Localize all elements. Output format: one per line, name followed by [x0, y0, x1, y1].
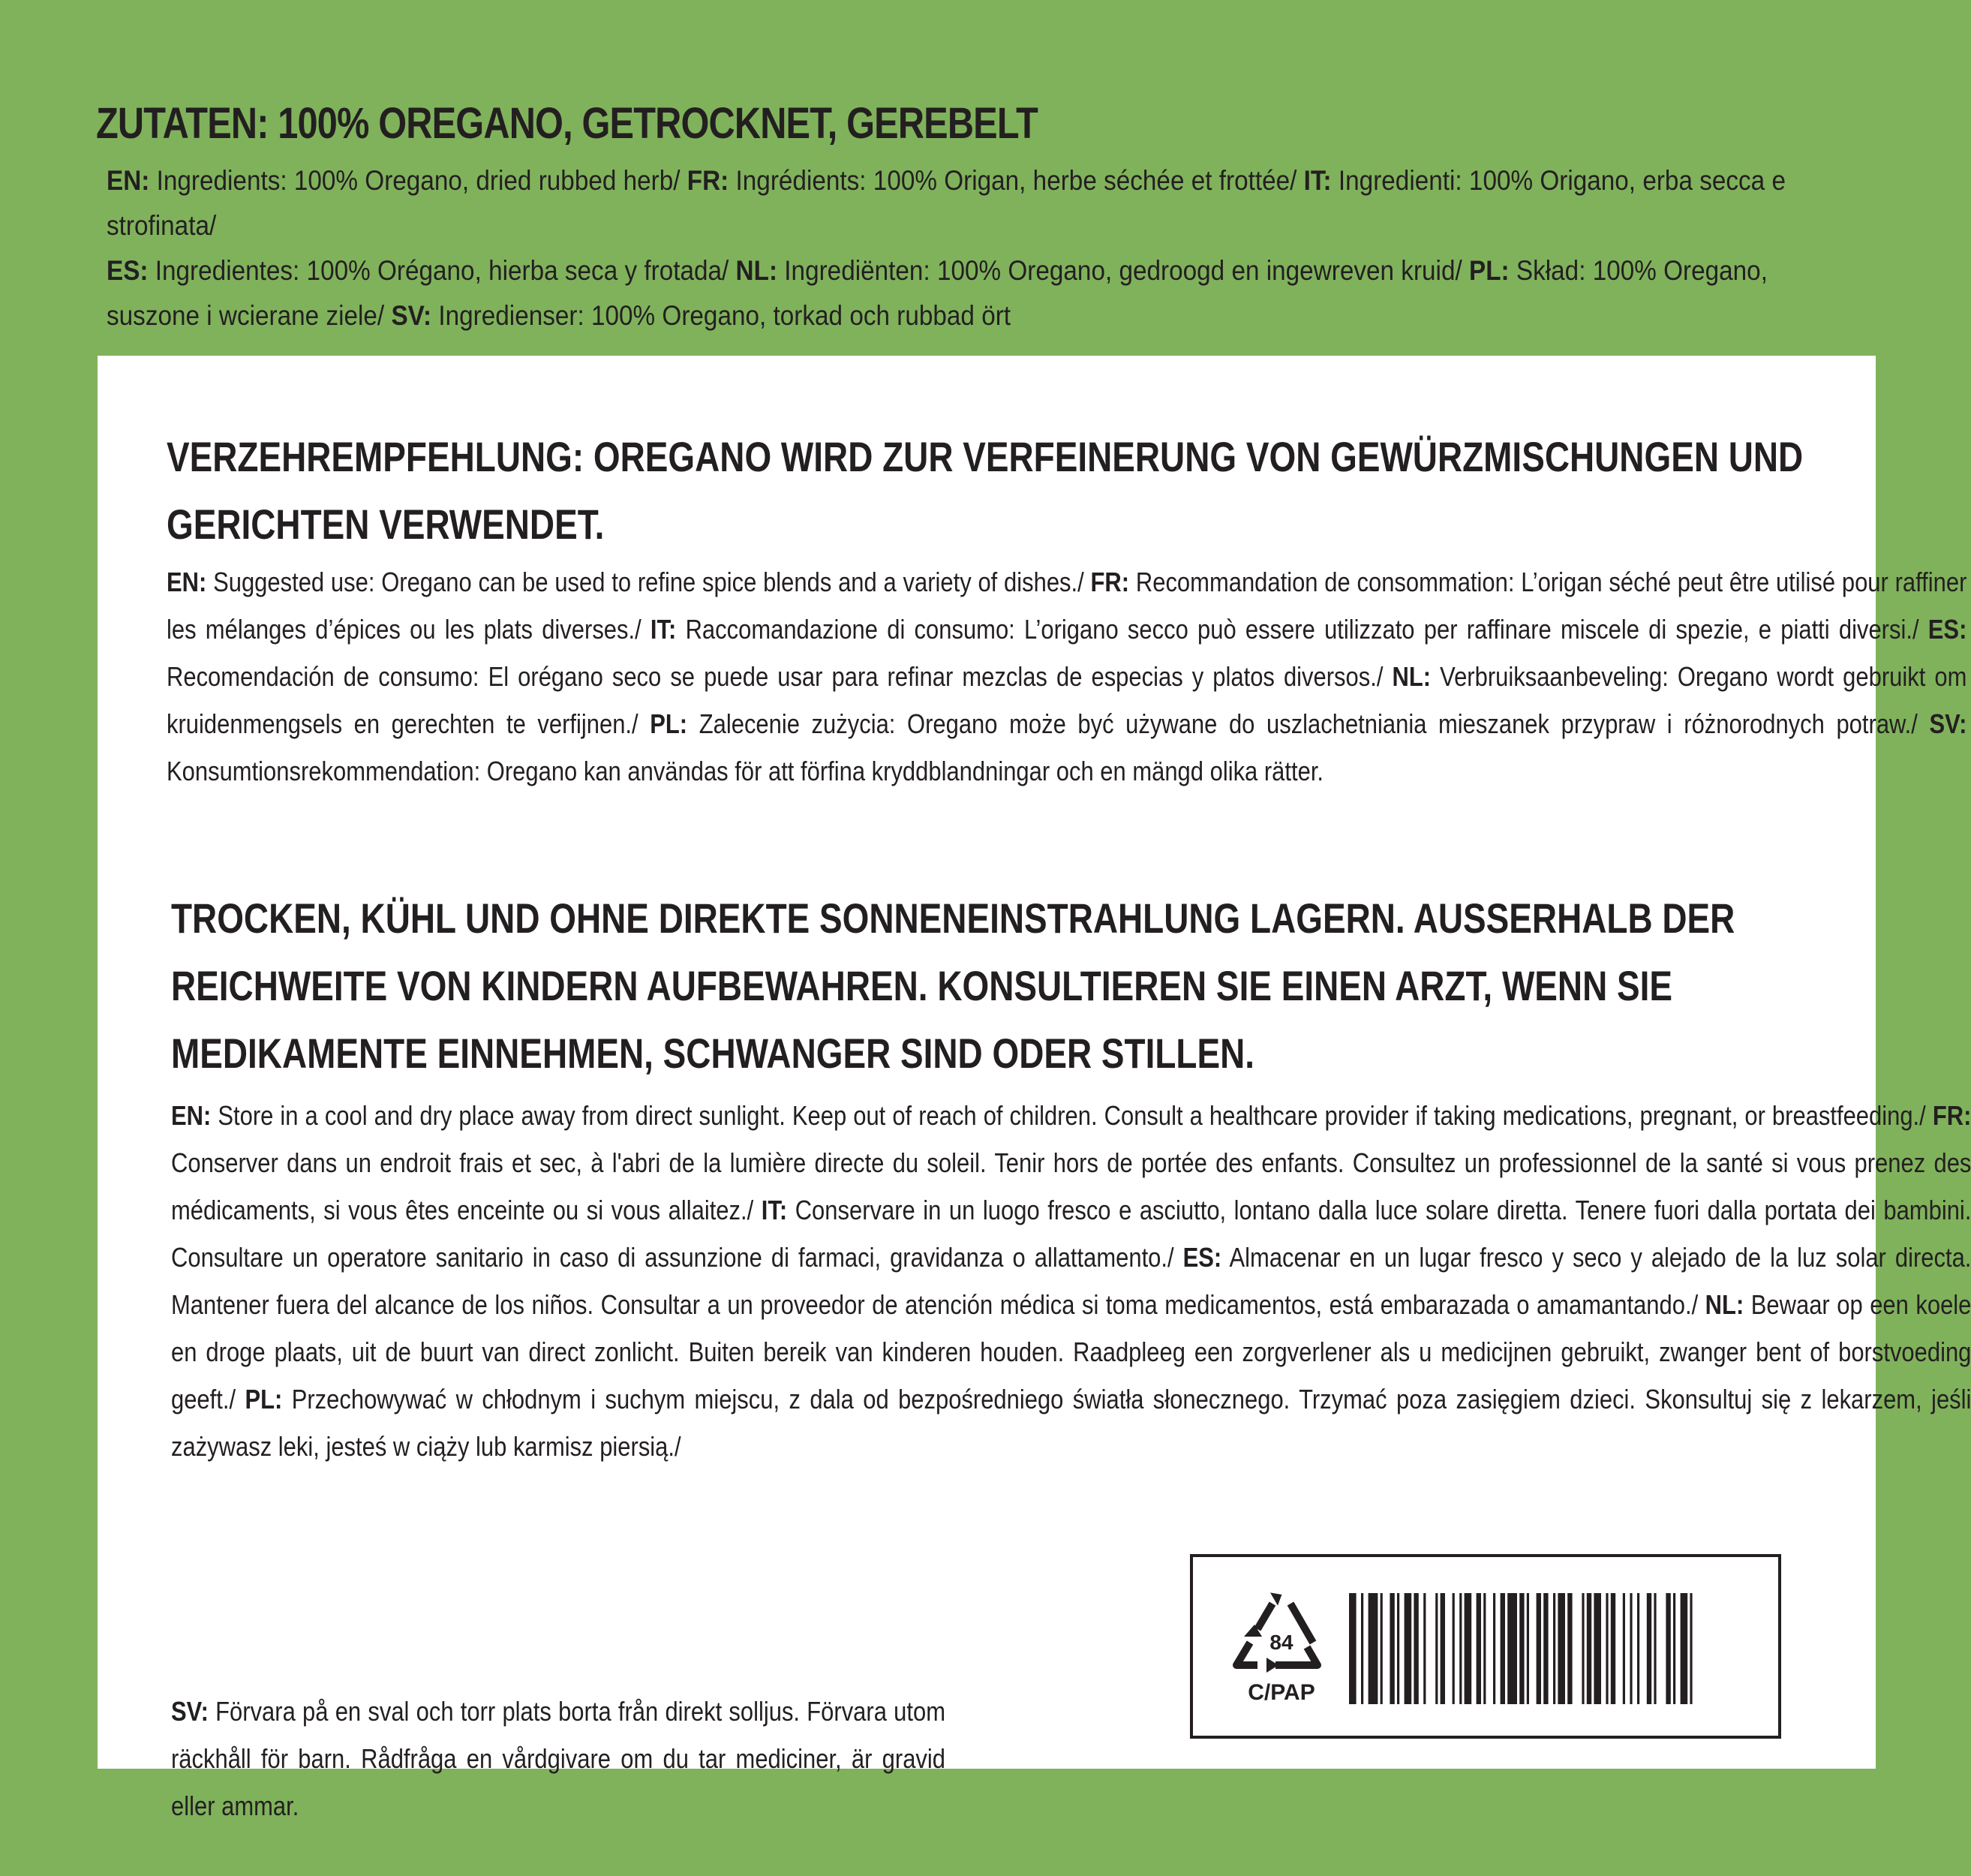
lang-code-fr: FR:: [687, 165, 729, 196]
barcode-box: [1190, 1554, 1781, 1739]
recycling-symbol-icon: [1229, 1587, 1334, 1715]
translation-nl: Bewaar op een koele en droge plaats, uit de buurt van direct zonlicht. Buiten bereik van kinderen houden. Raadpleeg een zorgverlener als u medicijnen gebruikt, zwanger bent of borstvoeding geeft./: [171, 1289, 1971, 1415]
lang-code-it: IT:: [761, 1195, 788, 1225]
lang-code-es: ES:: [1927, 614, 1967, 645]
translation-it: Raccomandazione di consumo: L’origano secco può essere utilizzato per raffinare miscele di spezie, e piatti diversi./: [676, 614, 1928, 645]
translation-es: Almacenar en un lugar fresco y seco y alejado de la luz solar directa. Mantener fuera del alcance de los niños. Consultar a un proveedor de atención médica si toma medicamentos, está embarazada o amamantando./: [171, 1242, 1971, 1320]
suggested-use-heading: VERZEHREMPFEHLUNG: OREGANO WIRD ZUR VERFEINERUNG VON GEWÜRZMISCHUNGEN UND GERICHTEN VERWENDET.: [167, 433, 1804, 548]
translation-en: Ingredients: 100% Oregano, dried rubbed herb/: [149, 165, 687, 196]
lang-code-nl: NL:: [1392, 661, 1432, 692]
translation-sv: Ingredienser: 100% Oregano, torkad och rubbad ört: [431, 300, 1011, 331]
lang-code-it: IT:: [1303, 165, 1332, 196]
translation-it: Conservare in un luogo fresco e asciutto, lontano dalla luce solare diretta. Tenere fuori dalla portata dei bambini. Consultare un operatore sanitario in caso di assunzione di farmaci, gravidanza o allattamento./: [171, 1195, 1971, 1273]
translation-en: Store in a cool and dry place away from direct sunlight. Keep out of reach of children. Consult a healthcare provider if taking medications, pregnant, or breastfeeding./: [211, 1100, 1933, 1131]
barcode-icon: [1349, 1593, 1758, 1704]
lang-code-sv: SV:: [391, 300, 432, 331]
translation-nl: Ingrediënten: 100% Oregano, gedroogd en ingewreven kruid/: [777, 255, 1469, 286]
lang-code-fr: FR:: [1932, 1100, 1971, 1131]
translation-es: Recomendación de consumo: El orégano seco se puede usar para refinar mezclas de especias y platos diversos./: [167, 661, 1393, 692]
translation-sv: Förvara på en sval och torr plats borta från direkt solljus. Förvara utom räckhåll för barn. Rådfråga en vårdgivare om du tar mediciner, är gravid eller ammar.: [171, 1696, 945, 1821]
lang-code-sv: SV:: [171, 1696, 209, 1727]
translation-nl: Verbruiksaanbeveling: Oregano wordt gebruikt om kruidenmengsels en gerechten te verfijnen./: [167, 661, 1967, 739]
storage-translation-sv: [171, 1688, 945, 1829]
ingredients-heading: ZUTATEN: 100% OREGANO, GETROCKNET, GEREBELT: [96, 99, 1038, 148]
storage-heading: TROCKEN, KÜHL UND OHNE DIREKTE SONNENEINSTRAHLUNG LAGERN. AUSSERHALB DER REICHWEITE VON KINDERN AUFBEWAHREN. KONSULTIEREN SIE EINEN ARZT, WENN SIE MEDIKAMENTE EINNEHMEN, SCHWANGER SIND ODER STILLEN.: [171, 894, 1735, 1077]
translation-pl: Skład: 100% Oregano, suszone i wcierane ziele/: [107, 255, 1768, 331]
translation-fr: Ingrédients: 100% Origan, herbe séchée et frottée/: [729, 165, 1304, 196]
lang-code-en: EN:: [171, 1100, 212, 1131]
lang-code-sv: SV:: [1929, 708, 1967, 739]
lang-code-es: ES:: [107, 255, 149, 286]
lang-code-en: EN:: [167, 567, 207, 597]
lang-code-pl: PL:: [245, 1384, 283, 1415]
lang-code-es: ES:: [1182, 1242, 1222, 1273]
translation-es: Ingredientes: 100% Orégano, hierba seca y frotada/: [148, 255, 736, 286]
storage-translations: [171, 1092, 1971, 1470]
lang-code-fr: FR:: [1090, 567, 1130, 597]
recycling-number: 84: [1269, 1631, 1293, 1654]
lang-code-nl: NL:: [735, 255, 778, 286]
lang-code-en: EN:: [107, 165, 150, 196]
translation-it: Ingredienti: 100% Origano, erba secca e strofinata/: [107, 165, 1786, 241]
suggested-use-section: [167, 423, 1967, 795]
translation-fr: Conserver dans un endroit frais et sec, à l'abri de la lumière directe du soleil. Tenir hors de portée des enfants. Consultez un professionnel de la santé si vous prenez des médicaments, si vous êtes enceinte ou si vous allaitez./: [171, 1147, 1971, 1225]
suggested-use-translations: [167, 558, 1966, 795]
lang-code-nl: NL:: [1705, 1289, 1744, 1320]
translation-sv: Konsumtionsrekommendation: Oregano kan användas för att förfina kryddblandningar och en mängd olika rätter.: [167, 756, 1324, 786]
translation-fr: Recommandation de consommation: L’origan séché peut être utilisé pour raffiner les mélanges d’épices ou les plats diverses./: [167, 567, 1967, 645]
translation-pl: Przechowywać w chłodnym i suchym miejscu, z dala od bezpośredniego światła słonecznego. Trzymać poza zasięgiem dzieci. Skonsultuj się z lekarzem, jeśli zażywasz leki, jesteś w ciąży lub karmisz piersią./: [171, 1384, 1971, 1462]
lang-code-it: IT:: [650, 614, 677, 645]
info-panel: [98, 356, 1971, 1821]
lang-code-pl: PL:: [650, 708, 688, 739]
ingredients-section: [96, 94, 1792, 338]
translation-pl: Zalecenie zużycia: Oregano może być używane do uszlachetniania mieszanek przypraw i różnorodnych potraw./: [687, 708, 1930, 739]
recycling-label: C/PAP: [1248, 1680, 1315, 1705]
lang-code-pl: PL:: [1468, 255, 1510, 286]
translation-en: Suggested use: Oregano can be used to refine spice blends and a variety of dishes./: [206, 567, 1091, 597]
ingredients-translations: [107, 158, 1795, 338]
